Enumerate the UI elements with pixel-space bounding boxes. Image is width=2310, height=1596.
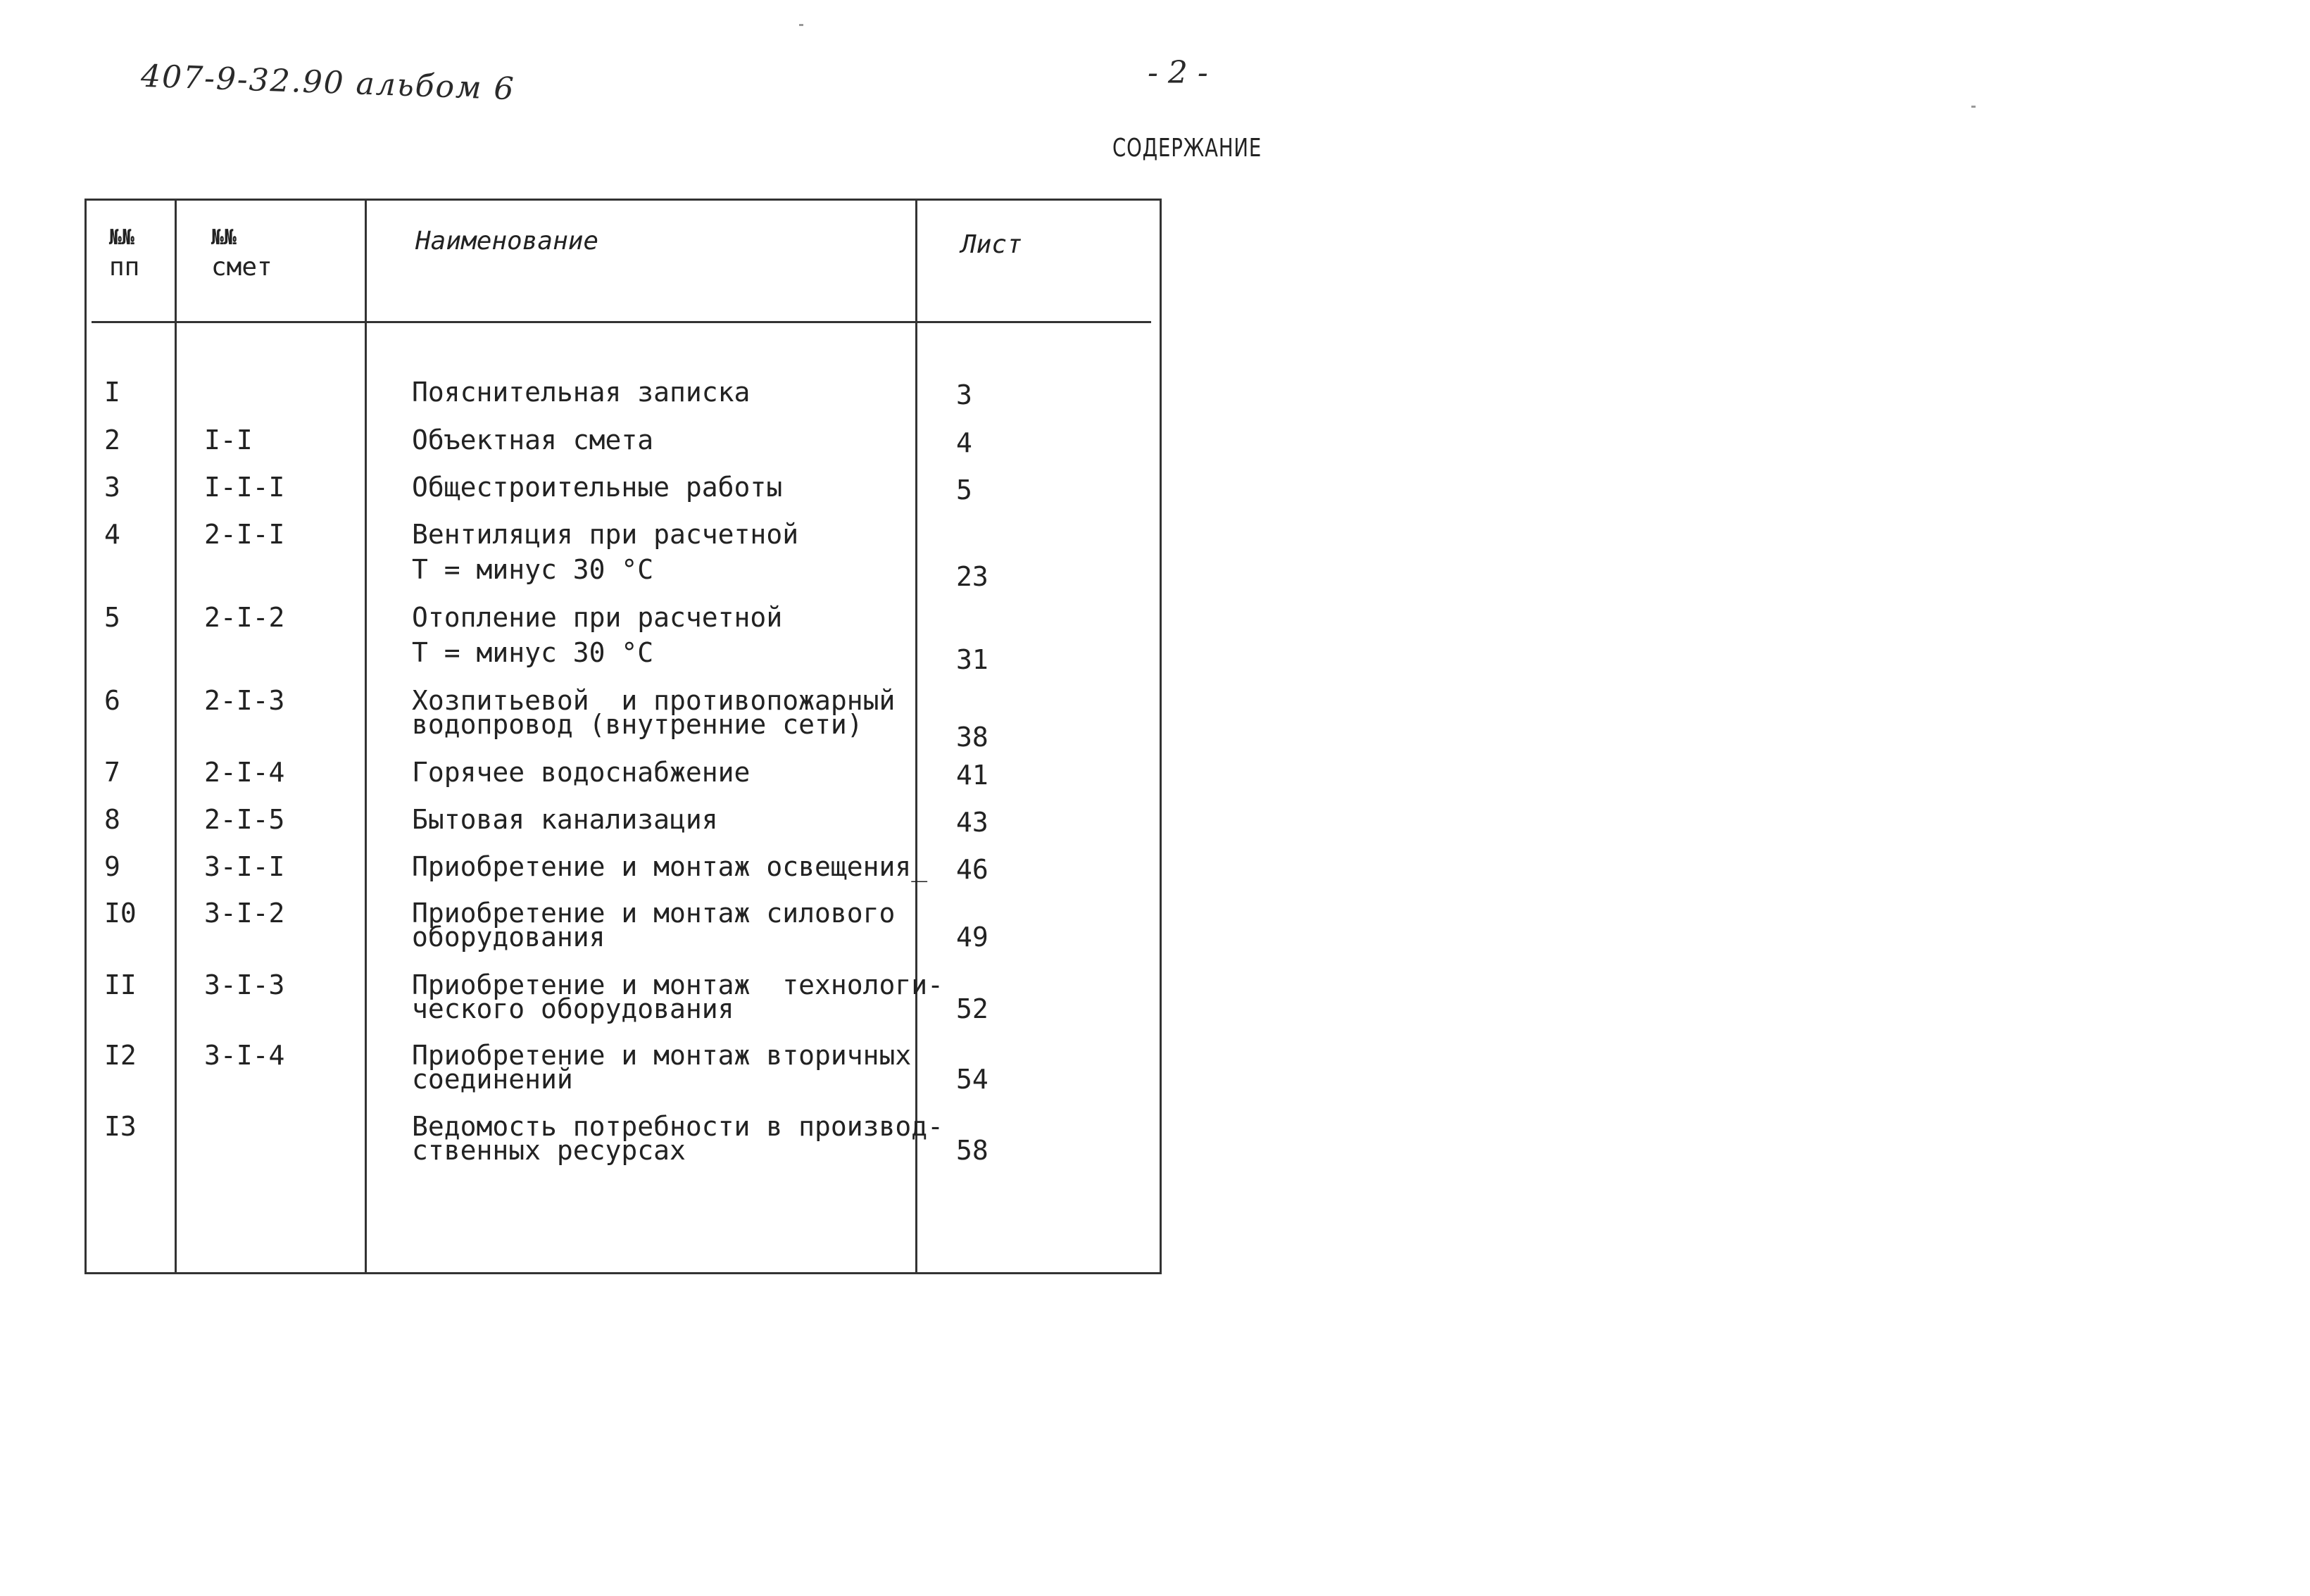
row-name: Общестроительные работы [412, 472, 783, 503]
row-estimate-number: 2-I-I [204, 519, 285, 550]
row-sheet: 58 [956, 1135, 988, 1166]
row-sheet: 23 [956, 561, 988, 592]
row-name: Отопление при расчетной [412, 602, 783, 633]
row-sheet: 5 [956, 475, 972, 505]
row-sheet: 3 [956, 379, 972, 410]
row-estimate-number: 3-I-3 [204, 969, 285, 1000]
row-estimate-number: 3-I-I [204, 851, 285, 882]
header-estimate [211, 224, 272, 284]
header-sheet: Лист [961, 230, 1022, 259]
row-sheet: 43 [956, 807, 988, 838]
row-estimate-number: 3-I-2 [204, 898, 285, 929]
header-num [109, 224, 139, 284]
row-sheet: 31 [956, 644, 988, 675]
header-est-line2: смет [211, 253, 272, 282]
row-name: Вентиляция при расчетной [412, 519, 799, 550]
row-name: Приобретение и монтаж вторичных [412, 1040, 912, 1071]
row-estimate-number: I-I [204, 425, 253, 455]
row-number: 5 [104, 602, 120, 633]
row-number: II [104, 969, 137, 1000]
row-sheet: 46 [956, 854, 988, 885]
row-number: 8 [104, 804, 120, 835]
header-num-line2: пп [109, 253, 140, 282]
row-name-continued: соединений [412, 1064, 573, 1095]
document-code: 407-9-32.90 альбом 6 [140, 58, 516, 108]
row-estimate-number: 2-I-2 [204, 602, 285, 633]
page-number: - 2 - [1148, 55, 1208, 91]
row-sheet: 4 [956, 427, 972, 458]
row-number: 7 [104, 757, 120, 788]
row-number: 2 [104, 425, 120, 455]
header-est-line1: №№ [211, 225, 237, 250]
row-name-continued: Т = минус 30 °С [412, 637, 654, 668]
row-sheet: 49 [956, 922, 988, 953]
row-name-continued: водопровод (внутренние сети) [412, 709, 863, 740]
row-name: Приобретение и монтаж силового [412, 898, 896, 929]
row-name-continued: оборудования [412, 922, 605, 953]
row-name-continued: Т = минус 30 °С [412, 554, 654, 585]
row-name: Ведомость потребности в производ- [412, 1111, 943, 1142]
header-divider [92, 321, 1151, 323]
scan-speck [799, 24, 803, 26]
column-divider-2 [365, 199, 367, 1274]
row-sheet: 54 [956, 1064, 988, 1095]
row-number: I0 [104, 898, 137, 929]
row-sheet: 52 [956, 993, 988, 1024]
row-number: 4 [104, 519, 120, 550]
row-name: Горячее водоснабжение [412, 757, 751, 788]
column-divider-1 [175, 199, 177, 1274]
row-name: Бытовая канализация [412, 804, 718, 835]
row-name-continued: ственных ресурсах [412, 1135, 686, 1166]
row-name: Хозпитьевой и противопожарный [412, 685, 896, 716]
row-estimate-number: 3-I-4 [204, 1040, 285, 1071]
row-estimate-number: 2-I-4 [204, 757, 285, 788]
row-estimate-number: 2-I-5 [204, 804, 285, 835]
row-name: Пояснительная записка [412, 377, 751, 408]
header-num-line1: №№ [109, 225, 135, 250]
row-number: 3 [104, 472, 120, 503]
row-name: Объектная смета [412, 425, 654, 455]
row-number: 9 [104, 851, 120, 882]
scan-speck [1971, 106, 1976, 108]
row-name: Приобретение и монтаж освещения_ [412, 851, 928, 882]
row-sheet: 41 [956, 760, 988, 791]
row-number: I3 [104, 1111, 137, 1142]
row-estimate-number: 2-I-3 [204, 685, 285, 716]
row-number: I [104, 377, 120, 408]
row-estimate-number: I-I-I [204, 472, 285, 503]
row-sheet: 38 [956, 722, 988, 753]
page-title: СОДЕРЖАНИЕ [1112, 134, 1262, 163]
row-name-continued: ческого оборудования [412, 993, 734, 1024]
row-number: I2 [104, 1040, 137, 1071]
row-name: Приобретение и монтаж технологи- [412, 969, 943, 1000]
row-number: 6 [104, 685, 120, 716]
header-name: Наименование [415, 227, 599, 256]
